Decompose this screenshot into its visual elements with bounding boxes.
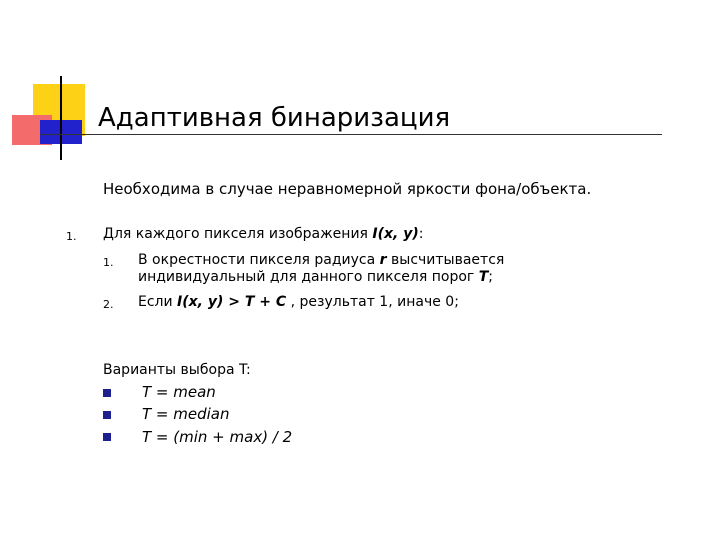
substep-text-before: индивидуальный для данного пикселя порог [138,269,479,285]
substep-text-before: Если [138,294,178,310]
step-text-before: Для каждого пикселя изображения [103,226,373,242]
title-underline [40,134,662,135]
step-text [103,226,424,242]
slide-title: Адаптивная бинаризация [98,103,451,133]
substep-text [138,252,504,286]
variant-item: T = (min + max) / 2 [142,428,293,446]
substep-line [138,252,504,269]
square-bullet-icon [103,433,111,441]
substep-var: r [379,252,387,268]
substep-number: 2. [103,298,114,311]
variant-item: T = mean [142,383,216,401]
intro-text: Необходима в случае неравномерной яркости фона/объекта. [103,180,592,198]
substep-line [138,269,504,286]
decor-vertical-line [60,76,62,160]
substep-text-after: высчитывается [386,252,505,268]
substep-text-before: В окрестности пикселя радиуса [138,252,380,268]
substep-text [138,294,459,311]
variant-item: T = median [142,405,230,423]
substep-text-after: ; [488,269,493,285]
step-text-var: I(x, y) [372,226,419,242]
variants-heading: Варианты выбора T: [103,362,251,378]
square-bullet-icon [103,389,111,397]
square-bullet-icon [103,411,111,419]
step-number: 1. [66,230,77,243]
step-text-after: : [418,226,424,242]
substep-var: I(x, y) > T + C [177,294,287,310]
substep-number: 1. [103,256,114,269]
substep-text-after: , результат 1, иначе 0; [286,294,459,310]
substep-var: T [478,269,489,285]
